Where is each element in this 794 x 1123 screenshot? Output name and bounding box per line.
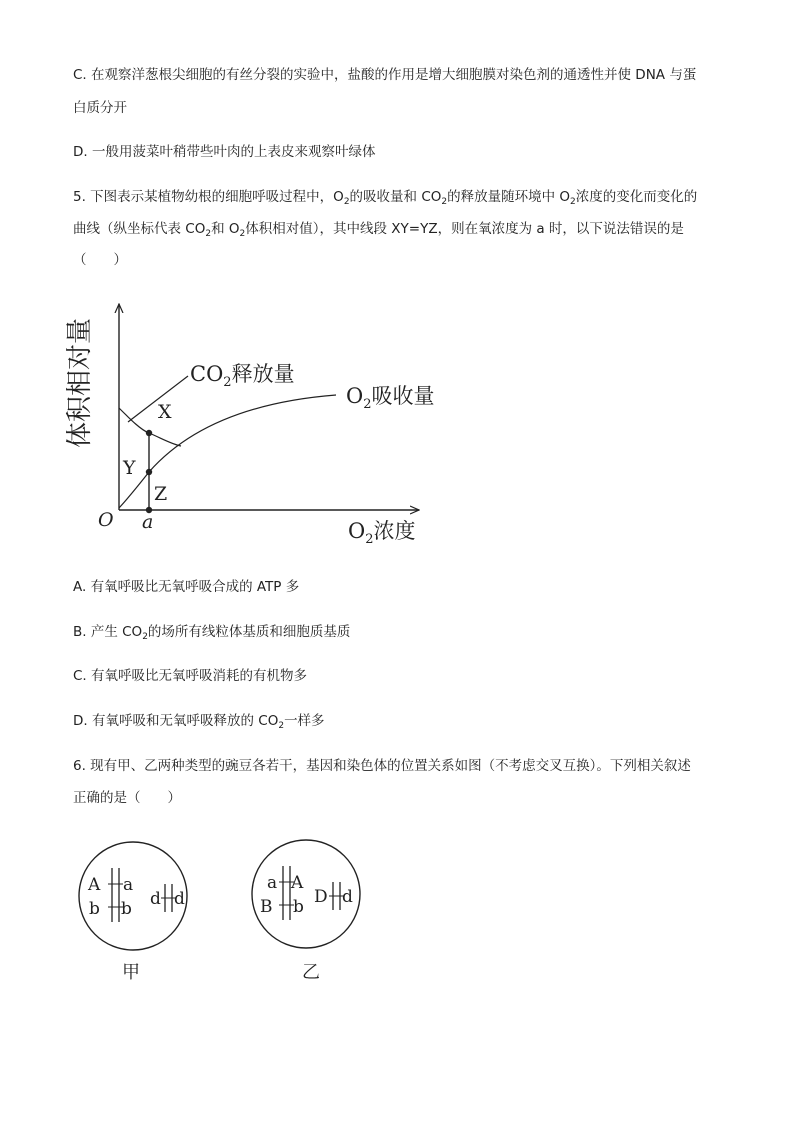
- point-z-label: Z: [154, 483, 168, 505]
- svg-text:体积相对量: 体积相对量: [65, 317, 95, 448]
- q5-answer-blank: （ ）: [73, 252, 127, 268]
- cell-yi-caption: 乙: [302, 962, 320, 983]
- x-axis-label: $O_2$浓度: [348, 519, 416, 547]
- q5-stem-line1: 5. 下图表示某植物幼根的细胞呼吸过程中，$O_2$的吸收量和 $CO_2$的释放量随环境中 $O_2$浓度的变化而变化的: [73, 189, 698, 207]
- q5-option-c: C. 有氧呼吸比无氧呼吸消耗的有机物多: [73, 668, 308, 684]
- cell-jia-membrane: [79, 842, 187, 950]
- cell-yi-gene-pl: D: [314, 887, 328, 907]
- origin-label: O: [98, 509, 114, 531]
- co2-label: $CO_2$释放量: [190, 362, 295, 390]
- point-x-label: X: [158, 401, 172, 423]
- cell-yi-gene-ll: B: [260, 897, 273, 917]
- q4-option-d: D. 一般用菠菜叶稍带些叶肉的上表皮来观察叶绿体: [73, 144, 376, 160]
- cell-yi-figure: [246, 838, 376, 988]
- q5-option-a: A. 有氧呼吸比无氧呼吸合成的 ATP 多: [73, 579, 300, 595]
- cell-jia-gene-ll: b: [89, 899, 100, 919]
- q4-option-c-line1: C. 在观察洋葱根尖细胞的有丝分裂的实验中，盐酸的作用是增大细胞膜对染色剂的通透性并使 DNA 与蛋: [73, 67, 697, 83]
- cell-jia-gene-pr: d: [174, 889, 185, 909]
- q5-stem-line2: 曲线（纵坐标代表 $CO_2$和 $O_2$体积相对值），其中线段 XY=YZ，则在氧浓度为 a 时，以下说法错误的是: [73, 221, 684, 239]
- o2-absorption-curve: [119, 395, 336, 508]
- cell-jia-gene-lr: b: [121, 899, 132, 919]
- point-y: [146, 469, 152, 475]
- co2-release-curve: [119, 408, 181, 446]
- q5-option-b: B. 产生 $CO_2$的场所有线粒体基质和细胞质基质: [73, 624, 351, 642]
- point-x: [146, 430, 152, 436]
- cell-yi-gene-ul: a: [267, 873, 278, 893]
- cell-yi-gene-pr: d: [342, 887, 353, 907]
- q5-option-d: D. 有氧呼吸和无氧呼吸释放的 $CO_2$一样多: [73, 713, 325, 731]
- cell-yi-gene-ur: A: [291, 873, 304, 893]
- a-tick-label: a: [142, 511, 154, 533]
- cell-jia-gene-ur: a: [123, 875, 134, 895]
- cell-yi-gene-lr: b: [293, 897, 304, 917]
- cell-jia-gene-pl: d: [150, 889, 161, 909]
- cell-jia-gene-ul: A: [88, 875, 101, 895]
- cell-jia-figure: [76, 838, 206, 988]
- q6-stem-line2: 正确的是（ ）: [73, 790, 181, 806]
- respiration-graph: [65, 290, 446, 550]
- cell-jia-caption: 甲: [122, 962, 140, 983]
- q6-stem-line1: 6. 现有甲、乙两种类型的豌豆各若干，基因和染色体的位置关系如图（不考虑交叉互换）。下列相关叙述: [73, 758, 691, 774]
- y-axis-label: [65, 318, 95, 448]
- q4-option-c-line2: 白质分开: [73, 100, 127, 116]
- o2-label: $O_2$吸收量: [346, 384, 435, 412]
- point-y-label: Y: [123, 457, 136, 479]
